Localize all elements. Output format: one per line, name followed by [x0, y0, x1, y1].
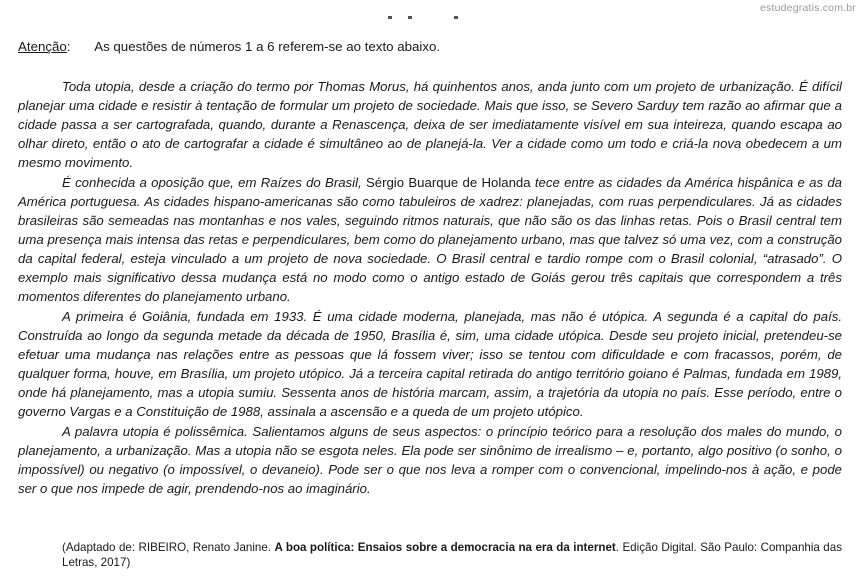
attention-label: Atenção [18, 39, 67, 54]
cropped-text-fragment [388, 16, 460, 22]
paragraph-2-part-c: tece entre as cidades da América hispânica e as da América portuguesa. As cidades hispano-americanas são como tabuleiros de xadrez: planejadas, com ruas perpendiculares. Já as cidades brasileiras são semeadas nas montanhas e nos vales, seguindo ritmos naturais, que não são os das linhas retas. Pois o Brasil central tem uma presença mais intensa das retas e perpendiculares, bem como do planejamento urbano, mas que talvez só uma vez, com a construção da capital federal, esteja vinculado a um projeto de nova sociedade. O Brasil central e tardio rompe com o Brasil colonial, “atrasado”. O exemplo mais significativo dessa mudança está no modo como o antigo estado de Goiás gerou três capitais que correspondem a três momentos diferentes do planejamento urbano. [18, 175, 843, 304]
paragraph-4: A palavra utopia é polissêmica. Salientamos alguns de seus aspectos: o princípio teórico para a resolução dos males do mundo, o planejamento, a urbanização. Mas a utopia não se esgota neles. Ela pode ser sinônimo de irrealismo – e, portanto, algo positivo (o sonho, o impossível) ou negativo (o impossível, o devaneio). Pode ser o que nos leva a romper com o convencional, impelindo-nos à ação, e pode ser o que nos impede de agir, prendendo-nos ao imaginário. [18, 424, 842, 496]
paragraph-2 [18, 173, 842, 306]
source-prefix: (Adaptado de: RIBEIRO, Renato Janine. [62, 541, 275, 554]
source-title: A boa política: Ensaios sobre a democracia na era da internet [274, 541, 616, 554]
attention-message: As questões de números 1 a 6 referem-se ao texto abaixo. [94, 39, 441, 54]
attention-header [18, 38, 440, 56]
watermark: estudegratis.com.br [759, 2, 856, 14]
paragraph-2-part-a: É conhecida a oposição que, em Raízes do Brasil, [62, 175, 366, 190]
author-name: Sérgio Buarque de Holanda [365, 175, 531, 190]
source-citation [62, 540, 842, 570]
passage-text [18, 77, 842, 499]
paragraph-3: A primeira é Goiânia, fundada em 1933. É uma cidade moderna, planejada, mas não é utópica. A segunda é a capital do país. Construída ao longo da segunda metade da década de 1950, Brasília é, sim, uma cidade utópica. Desde seu projeto inicial, pretendeu-se efetuar uma mudança nas relações entre as pessoas que lá fossem viver; isso se tentou com dificuldade e com fracassos, porém, de qualquer forma, houve, em Brasília, um projeto utópico. Já a terceira capital retirada do antigo território goiano é Palmas, fundada em 1989, onde há planejamento, mas a utopia sumiu. Sessenta anos de história marcam, assim, a trajetória da utopia no país. Esse período, entre o governo Vargas e a Constituição de 1988, assinala a ascensão e a queda de um projeto utópico. [18, 309, 842, 419]
paragraph-1: Toda utopia, desde a criação do termo por Thomas Morus, há quinhentos anos, anda junto com um projeto de urbanização. É difícil planejar uma cidade e resistir à tentação de formular um projeto de sociedade. Mais que isso, se Severo Sarduy tem razão ao afirmar que a cidade passa a ser cartografada, quando, durante a Renascença, deixa de ser imediatamente visível em sua inteireza, quando escapa ao olhar direto, então o ato de cartografar a cidade é simultâneo ao de planejá-la. Ver a cidade como um todo e criá-la nova obedecem a um mesmo movimento. [18, 79, 842, 170]
attention-colon: : [66, 39, 71, 54]
source-suffix: . Edição Digital. São Paulo: Companhia das Letras, 2017) [62, 541, 843, 569]
